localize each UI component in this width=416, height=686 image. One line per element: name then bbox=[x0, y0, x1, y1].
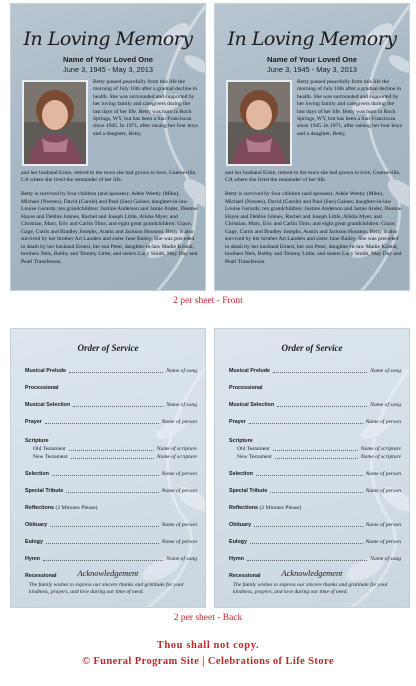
service-sub-label: New Testament bbox=[33, 454, 68, 460]
service-value: Name of person bbox=[365, 539, 401, 545]
service-value: Name of person bbox=[365, 488, 401, 494]
service-label: Musical Prelude bbox=[25, 368, 67, 374]
service-row bbox=[25, 494, 197, 511]
front-card-left bbox=[10, 3, 206, 291]
service-label: Special Tribute bbox=[229, 488, 268, 494]
service-sub-label: Old Testament bbox=[237, 446, 270, 452]
portrait-photo bbox=[22, 80, 88, 166]
service-row bbox=[25, 444, 197, 452]
service-value: Name of scripture bbox=[360, 446, 401, 452]
service-label: Selection bbox=[229, 471, 253, 477]
service-sub-label: Old Testament bbox=[33, 446, 66, 452]
order-of-service-title: Order of Service bbox=[281, 343, 343, 353]
loved-one-name: Name of Your Loved One bbox=[266, 55, 358, 64]
service-label: Prayer bbox=[229, 419, 246, 425]
dot-leader bbox=[71, 458, 154, 459]
dot-leader bbox=[277, 406, 367, 407]
service-row bbox=[25, 357, 197, 374]
service-value: Name of song bbox=[370, 556, 401, 562]
service-label: Reflections bbox=[25, 505, 55, 511]
service-row bbox=[229, 408, 401, 425]
service-value: Name of person bbox=[161, 488, 197, 494]
loved-one-name: Name of Your Loved One bbox=[62, 55, 154, 64]
service-row bbox=[25, 391, 197, 408]
dot-leader bbox=[73, 406, 163, 407]
copyright-notice: Thou shall not copy. bbox=[156, 640, 260, 651]
service-note: (2 Minutes Please) bbox=[55, 505, 98, 511]
service-label: Scripture bbox=[229, 438, 253, 444]
service-value: Name of song bbox=[370, 368, 401, 374]
caption-back: 2 per sheet - Back bbox=[173, 613, 243, 623]
service-row bbox=[25, 511, 197, 528]
service-row bbox=[229, 545, 401, 562]
service-row bbox=[229, 425, 401, 444]
service-row bbox=[229, 494, 401, 511]
service-row bbox=[229, 374, 401, 391]
service-value: Name of song bbox=[370, 402, 401, 408]
service-row bbox=[229, 477, 401, 494]
back-card-right bbox=[214, 328, 410, 608]
dot-leader bbox=[45, 423, 159, 424]
service-value: Name of person bbox=[365, 471, 401, 477]
life-dates: June 3, 1945 - May 3, 2013 bbox=[267, 65, 357, 74]
dot-leader bbox=[66, 492, 158, 493]
service-value: Name of song bbox=[166, 402, 197, 408]
service-row bbox=[229, 391, 401, 408]
service-value: Name of scripture bbox=[156, 446, 197, 452]
obituary-text-survivors: Betty is survived by four children (and spouses): Adele Weetly (Mike), Michael (Noreen), David (Carole) and Paul (Sue) Gaines; daughter-in-law Louise Gerards; ten grandchildren: Justine Anderson and Jamie Ander, Deanne Hayes and Debbie Johnes, Rachel and Joseph Little, Alisha Myer, and Christian, Marc, Eric and Carlin Tims; and eight great grandchildren: Grace, Gage, Curtis and Bradley Josephs, Austin and Jackson Houston. Betty is also survived by her brother Art Landers and sister June Bailey. She was preceded in death by her husband Ernest, her son Peter, daughter-in-law Madie Kristal, brothers Nels, Bobby and Tommy Little, and sisters Lucy Smith, May Day and Pearl Transferson. bbox=[21, 191, 198, 265]
service-row bbox=[25, 545, 197, 562]
service-label: Musical Selection bbox=[229, 402, 275, 408]
obituary-text-middle: and her husband Ernie, retired to the town she had grown to love, Guerneville, CA where she lived the remainder of her life. bbox=[225, 170, 401, 184]
service-label: Processional bbox=[229, 385, 263, 391]
service-value: Name of person bbox=[365, 419, 401, 425]
card-title: In Loving Memory bbox=[227, 28, 397, 50]
service-row bbox=[229, 528, 401, 545]
service-value: Name of song bbox=[166, 368, 197, 374]
service-row bbox=[229, 444, 401, 452]
card-title: In Loving Memory bbox=[23, 28, 193, 50]
service-row bbox=[25, 408, 197, 425]
service-sub-label: New Testament bbox=[237, 454, 272, 460]
service-row bbox=[25, 528, 197, 545]
service-value: Name of person bbox=[161, 522, 197, 528]
dot-leader bbox=[69, 450, 154, 451]
life-dates: June 3, 1945 - May 3, 2013 bbox=[63, 65, 153, 74]
service-label: Eulogy bbox=[25, 539, 43, 545]
order-of-service-title: Order of Service bbox=[77, 343, 139, 353]
portrait-photo bbox=[226, 80, 292, 166]
dot-leader bbox=[256, 475, 363, 476]
service-value: Name of person bbox=[365, 522, 401, 528]
service-label: Eulogy bbox=[229, 539, 247, 545]
portrait-image-icon bbox=[228, 82, 290, 164]
service-label: Special Tribute bbox=[25, 488, 64, 494]
service-label: Recessional bbox=[25, 573, 57, 579]
service-label: Hymn bbox=[229, 556, 244, 562]
service-row bbox=[25, 425, 197, 444]
service-label: Processional bbox=[25, 385, 59, 391]
acknowledgement-text: The family wishes to express our sincere thanks and gratitude for your kindness, prayers, and love during our time of need. bbox=[29, 582, 184, 596]
service-list bbox=[25, 357, 197, 579]
dot-leader bbox=[273, 372, 367, 373]
site-credit: © Funeral Program Site | Celebrations of Life Store bbox=[82, 656, 334, 667]
service-row bbox=[229, 357, 401, 374]
back-card-left bbox=[10, 328, 206, 608]
front-card-right bbox=[214, 3, 410, 291]
service-value: Name of person bbox=[161, 419, 197, 425]
service-label: Selection bbox=[25, 471, 49, 477]
service-label: Obituary bbox=[229, 522, 252, 528]
dot-leader bbox=[52, 475, 159, 476]
dot-leader bbox=[247, 560, 367, 561]
dot-leader bbox=[46, 543, 159, 544]
service-row bbox=[229, 511, 401, 528]
obituary-text-top: Betty passed peacefully from this life the morning of July 16th after a gradual decline in health. She was surrounded and supported by her loving family and caregivers during the last days of her life. Betty was born in Rock Springs, WY, but has been a San Franciscan since 1945. In 1971, after raising her four boys and a daughter, Betty, bbox=[297, 79, 403, 137]
dot-leader bbox=[69, 372, 163, 373]
service-label: Obituary bbox=[25, 522, 48, 528]
dot-leader bbox=[50, 526, 158, 527]
service-row bbox=[229, 460, 401, 477]
service-value: Name of scripture bbox=[156, 454, 197, 460]
acknowledgement-title: Acknowledgement bbox=[281, 569, 343, 578]
service-list bbox=[229, 357, 401, 579]
obituary-text-survivors: Betty is survived by four children (and spouses): Adele Weetly (Mike), Michael (Noreen), David (Carole) and Paul (Sue) Gaines; daughter-in-law Louise Gerards; ten grandchildren: Justine Anderson and Jamie Ander, Deanne Hayes and Debbie Johnes, Rachel and Joseph Little, Alisha Myer, and Christian, Marc, Eric and Carlin Tims; and eight great grandchildren: Grace, Gage, Curtis and Bradley Josephs, Austin and Jackson Houston. Betty is also survived by her brother Art Landers and sister June Bailey. She was preceded in death by her husband Ernest, her son Peter, daughter-in-law Madie Kristal, brothers Nels, Bobby and Tommy Little, and sisters Lucy Smith, May Day and Pearl Transferson. bbox=[225, 191, 402, 265]
dot-leader bbox=[273, 450, 358, 451]
acknowledgement-text: The family wishes to express our sincere thanks and gratitude for your kindness, prayers, and love during our time of need. bbox=[233, 582, 388, 596]
dot-leader bbox=[270, 492, 362, 493]
service-value: Name of song bbox=[166, 556, 197, 562]
dot-leader bbox=[43, 560, 163, 561]
service-label: Reflections bbox=[229, 505, 259, 511]
service-row bbox=[25, 477, 197, 494]
service-label: Prayer bbox=[25, 419, 42, 425]
service-row bbox=[25, 374, 197, 391]
service-row bbox=[25, 460, 197, 477]
service-label: Scripture bbox=[25, 438, 49, 444]
service-value: Name of person bbox=[161, 539, 197, 545]
dot-leader bbox=[254, 526, 362, 527]
service-row bbox=[229, 452, 401, 460]
service-value: Name of scripture bbox=[360, 454, 401, 460]
service-value: Name of person bbox=[161, 471, 197, 477]
service-label: Musical Selection bbox=[25, 402, 71, 408]
portrait-image-icon bbox=[24, 82, 86, 164]
service-label: Recessional bbox=[229, 573, 261, 579]
service-row bbox=[25, 452, 197, 460]
dot-leader bbox=[249, 423, 363, 424]
obituary-text-top: Betty passed peacefully from this life the morning of July 16th after a gradual decline in health. She was surrounded and supported by her loving family and caregivers during the last days of her life. Betty was born in Rock Springs, WY, but has been a San Franciscan since 1945. In 1971, after raising her four boys and a daughter, Betty, bbox=[93, 79, 199, 137]
service-label: Musical Prelude bbox=[229, 368, 271, 374]
dot-leader bbox=[275, 458, 358, 459]
obituary-text-middle: and her husband Ernie, retired to the town she had grown to love, Guerneville, CA where she lived the remainder of her life. bbox=[21, 170, 197, 184]
dot-leader bbox=[250, 543, 363, 544]
service-label: Hymn bbox=[25, 556, 40, 562]
acknowledgement-title: Acknowledgement bbox=[77, 569, 139, 578]
caption-front: 2 per sheet - Front bbox=[173, 296, 243, 306]
service-note: (2 Minutes Please) bbox=[259, 505, 302, 511]
